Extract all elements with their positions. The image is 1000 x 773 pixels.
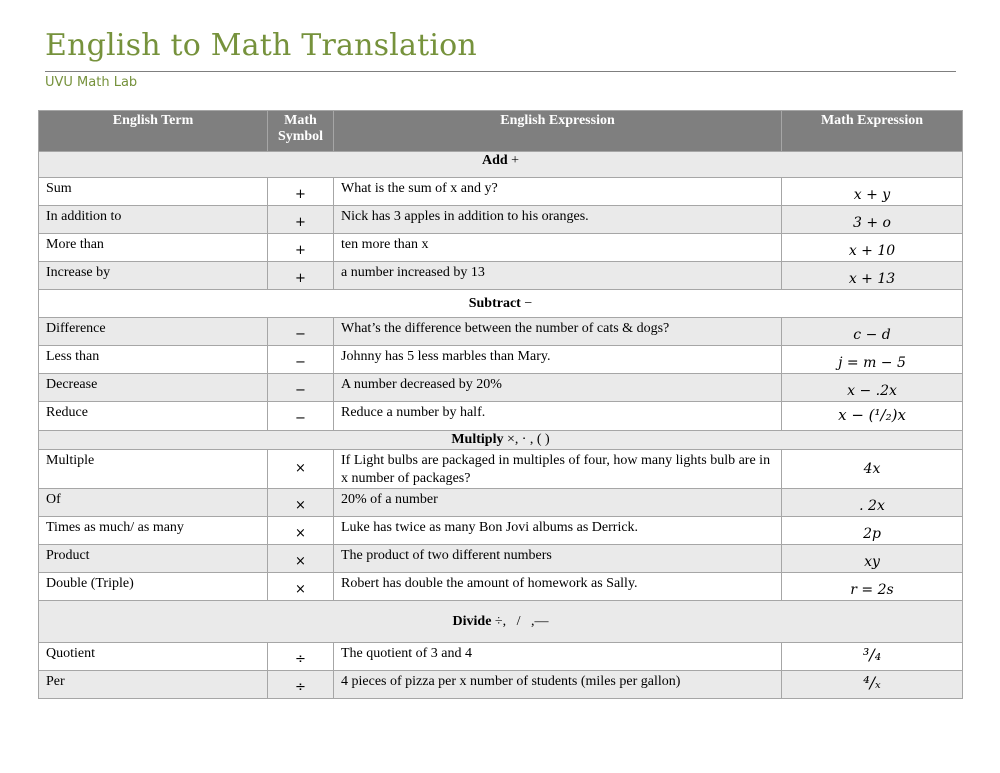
symbol-cell: + [268, 206, 334, 234]
expression-cell: If Light bulbs are packaged in multiples of four, how many lights bulb are in x number of packages? [334, 450, 782, 489]
table-row [39, 643, 963, 671]
section-heading [39, 431, 963, 450]
section-heading [39, 290, 963, 318]
term-cell: Per [39, 671, 268, 699]
document-subtitle: UVU Math Lab [45, 75, 138, 90]
symbol-cell: ÷ [268, 671, 334, 699]
math-expression-cell: 3 + o [782, 206, 963, 234]
section-label: Subtract [468, 295, 521, 311]
table-row [39, 402, 963, 431]
section-row-divide [39, 601, 963, 643]
term-cell: More than [39, 234, 268, 262]
math-expression-cell: x − (¹/₂)x [782, 402, 963, 431]
symbol-cell: × [268, 489, 334, 517]
table-header-row [39, 111, 963, 152]
math-expression-cell: x − .2x [782, 374, 963, 402]
document-title: English to Math Translation [45, 28, 477, 63]
math-expression-cell: ³/₄ [782, 643, 963, 671]
math-expression-cell: ⁴/ₓ [782, 671, 963, 699]
math-expression-cell: . 2x [782, 489, 963, 517]
table-row [39, 206, 963, 234]
term-cell: Double (Triple) [39, 573, 268, 601]
table-row [39, 178, 963, 206]
symbol-cell: + [268, 178, 334, 206]
symbol-cell: − [268, 374, 334, 402]
expression-cell: a number increased by 13 [334, 262, 782, 290]
translation-table [38, 110, 963, 699]
term-cell: Times as much/ as many [39, 517, 268, 545]
term-cell: Decrease [39, 374, 268, 402]
symbol-cell: ÷ [268, 643, 334, 671]
title-divider [45, 71, 956, 72]
math-expression-cell: r = 2s [782, 573, 963, 601]
section-label: Multiply [451, 432, 504, 447]
term-cell: Increase by [39, 262, 268, 290]
expression-cell: ten more than x [334, 234, 782, 262]
header-math-symbol [268, 111, 334, 152]
table-row [39, 346, 963, 374]
expression-cell: Johnny has 5 less marbles than Mary. [334, 346, 782, 374]
section-symbols: ×, ⋅ , ( ) [506, 432, 550, 447]
expression-cell: Robert has double the amount of homework as Sally. [334, 573, 782, 601]
term-cell: Of [39, 489, 268, 517]
section-symbols: − [524, 295, 533, 311]
term-cell: Product [39, 545, 268, 573]
symbol-cell: − [268, 318, 334, 346]
term-cell: Sum [39, 178, 268, 206]
term-cell: Difference [39, 318, 268, 346]
symbol-cell: + [268, 234, 334, 262]
math-expression-cell: x + 10 [782, 234, 963, 262]
section-label: Add [481, 153, 508, 168]
section-heading [39, 601, 963, 643]
term-cell: Multiple [39, 450, 268, 489]
header-math-symbol-label: Math Symbol [277, 113, 324, 144]
symbol-cell: − [268, 402, 334, 431]
section-row-multiply [39, 431, 963, 450]
expression-cell: Reduce a number by half. [334, 402, 782, 431]
symbol-cell: × [268, 517, 334, 545]
section-symbols: ÷, / ,— [494, 613, 549, 629]
section-row-add [39, 152, 963, 178]
expression-cell: What is the sum of x and y? [334, 178, 782, 206]
table-row [39, 318, 963, 346]
section-heading [39, 152, 963, 178]
header-english-expression: English Expression [334, 111, 782, 152]
term-cell: Reduce [39, 402, 268, 431]
expression-cell: The product of two different numbers [334, 545, 782, 573]
symbol-cell: + [268, 262, 334, 290]
term-cell: In addition to [39, 206, 268, 234]
math-expression-cell: 4x [782, 450, 963, 489]
table-row [39, 450, 963, 489]
expression-cell: Luke has twice as many Bon Jovi albums as Derrick. [334, 517, 782, 545]
symbol-cell: × [268, 545, 334, 573]
expression-cell: A number decreased by 20% [334, 374, 782, 402]
table-row [39, 517, 963, 545]
math-expression-cell: j = m − 5 [782, 346, 963, 374]
term-cell: Quotient [39, 643, 268, 671]
math-expression-cell: x + 13 [782, 262, 963, 290]
section-symbols: + [511, 153, 520, 168]
math-expression-cell: 2p [782, 517, 963, 545]
section-label: Divide [452, 613, 492, 629]
symbol-cell: × [268, 573, 334, 601]
symbol-cell: − [268, 346, 334, 374]
table-row [39, 489, 963, 517]
table-row [39, 671, 963, 699]
math-expression-cell: xy [782, 545, 963, 573]
section-row-subtract [39, 290, 963, 318]
expression-cell: 4 pieces of pizza per x number of students (miles per gallon) [334, 671, 782, 699]
expression-cell: What’s the difference between the number of cats & dogs? [334, 318, 782, 346]
term-cell: Less than [39, 346, 268, 374]
expression-cell: Nick has 3 apples in addition to his oranges. [334, 206, 782, 234]
math-expression-cell: c − d [782, 318, 963, 346]
table-row [39, 545, 963, 573]
table-row [39, 262, 963, 290]
header-english-term: English Term [39, 111, 268, 152]
header-math-expression: Math Expression [782, 111, 963, 152]
expression-cell: The quotient of 3 and 4 [334, 643, 782, 671]
math-expression-cell: x + y [782, 178, 963, 206]
symbol-cell: × [268, 450, 334, 489]
table-row [39, 374, 963, 402]
expression-cell: 20% of a number [334, 489, 782, 517]
table-row [39, 573, 963, 601]
table-row [39, 234, 963, 262]
